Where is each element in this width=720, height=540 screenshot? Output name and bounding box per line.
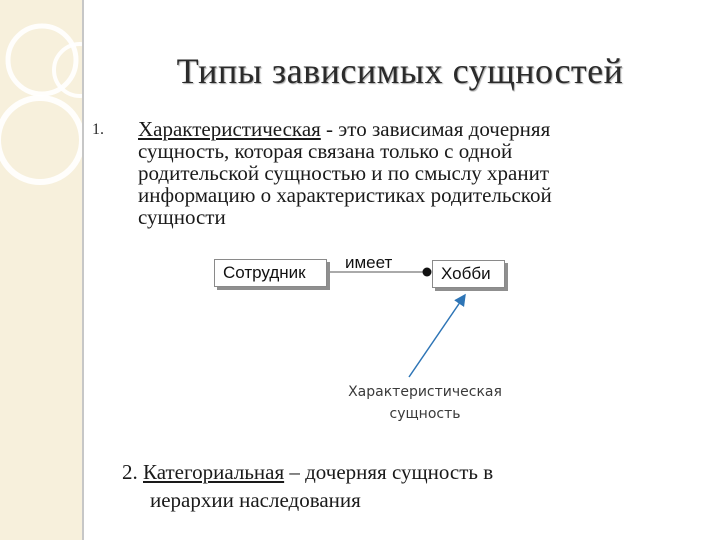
slide-title: Типы зависимых сущностей: [176, 51, 624, 91]
relationship-endpoint-dot: [423, 268, 432, 277]
entity-box-employee: Сотрудник: [214, 259, 327, 287]
caption-arrow: [409, 295, 465, 377]
definition-characteristic: - это зависимая дочерняя сущность, которая связана только с одной родительской сущностью и по смыслу хранит информацию о характеристиках родительской сущности: [138, 117, 552, 229]
paragraph-categorical: [122, 458, 642, 514]
term-categorical: Категориальная: [143, 460, 285, 484]
definition-categorical-line2: иерархии наследования: [150, 488, 361, 512]
entity-box-hobby: Хобби: [432, 260, 505, 288]
relationship-label: имеет: [345, 253, 393, 272]
caption-line-2: сущность: [389, 406, 461, 422]
diagram-caption: [335, 381, 515, 425]
list-number-1: 1.: [92, 121, 104, 138]
term-characteristic: Характеристическая: [138, 117, 321, 141]
caption-line-1: Характеристическая: [348, 384, 502, 400]
definition-categorical-line1: – дочерняя сущность в: [284, 460, 494, 484]
list-number-2: 2.: [122, 460, 138, 484]
